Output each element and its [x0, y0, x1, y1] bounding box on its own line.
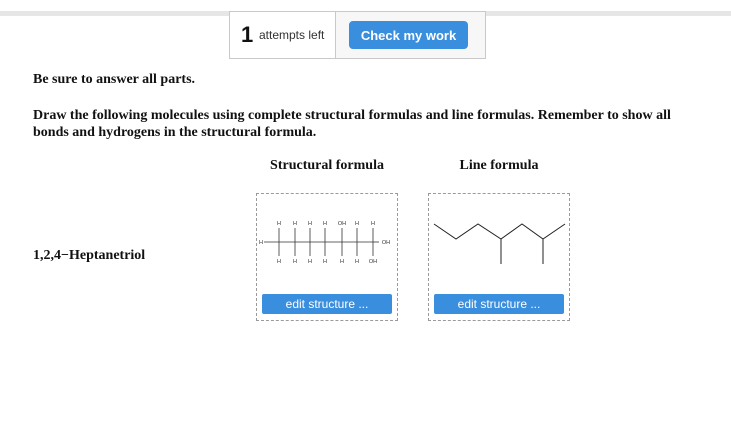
- atom-label: H: [355, 259, 359, 265]
- atom-label: OH: [368, 259, 378, 265]
- structural-formula-drawing: [257, 194, 397, 284]
- attempts-label: attempts left: [259, 28, 325, 42]
- line-formula-drawing: [429, 194, 569, 284]
- carbon-chain: [434, 224, 565, 239]
- atom-label: H: [371, 221, 375, 227]
- atom-label: OH: [337, 221, 347, 227]
- atom-label: H: [340, 259, 344, 265]
- structural-formula-box[interactable]: [256, 193, 398, 321]
- atom-label: H: [259, 240, 263, 246]
- question-instructions: Draw the following molecules using complete structural formulas and line formulas. Remember to show all bonds and hydrogens in the structural formula.: [33, 108, 671, 140]
- check-my-work-button[interactable]: Check my work: [349, 21, 468, 49]
- atom-label: H: [277, 221, 281, 227]
- question-heading: Be sure to answer all parts.: [33, 72, 196, 87]
- atom-label: OH: [381, 240, 391, 246]
- attempts-counter: [230, 12, 336, 58]
- atom-label: H: [308, 221, 312, 227]
- line-formula-header: Line formula: [459, 158, 539, 173]
- edit-structure-button[interactable]: edit structure ...: [434, 294, 564, 314]
- atom-label: H: [308, 259, 312, 265]
- edit-structure-button[interactable]: edit structure ...: [262, 294, 392, 314]
- atom-label: H: [277, 259, 281, 265]
- attempts-count: 1: [241, 22, 254, 47]
- structural-formula-header: Structural formula: [270, 158, 384, 173]
- molecule-name: 1,2,4−Heptanetriol: [33, 248, 146, 263]
- atom-label: H: [293, 221, 297, 227]
- atom-label: H: [293, 259, 297, 265]
- atom-label: H: [355, 221, 359, 227]
- attempts-panel: [229, 11, 486, 59]
- atom-label: H: [323, 221, 327, 227]
- line-formula-box[interactable]: [428, 193, 570, 321]
- atom-label: H: [323, 259, 327, 265]
